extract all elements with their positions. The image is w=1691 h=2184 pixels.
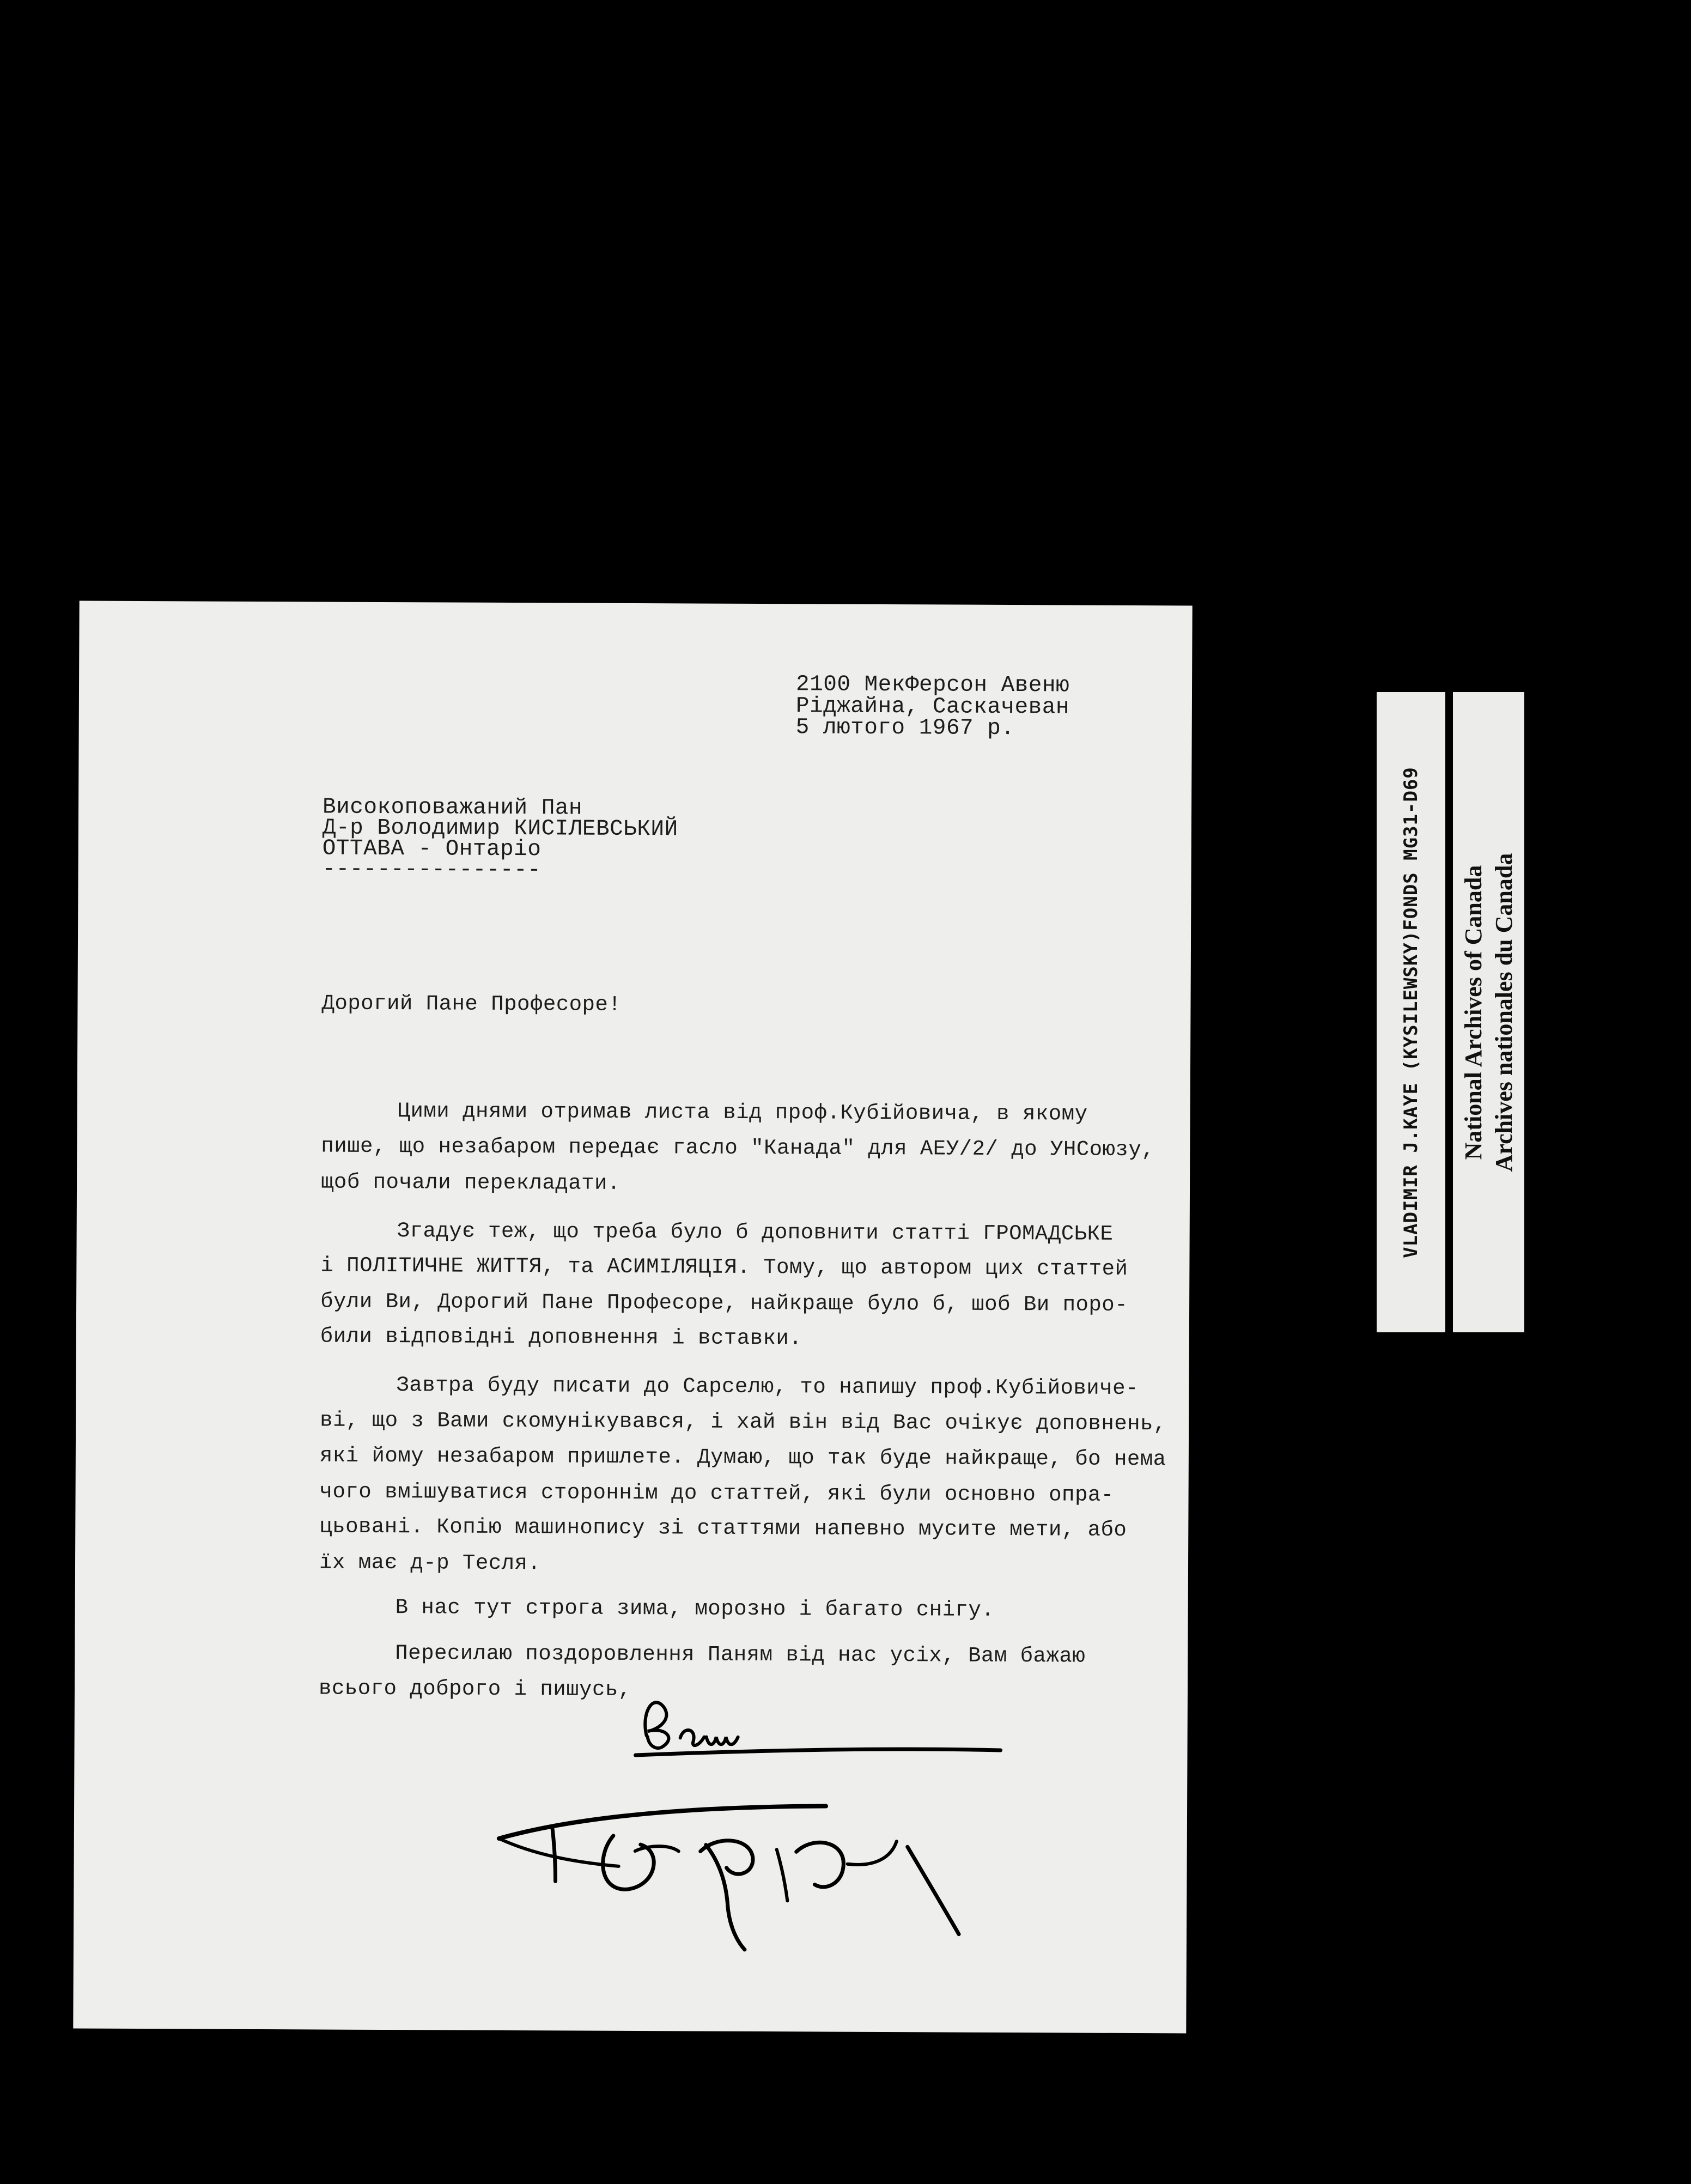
institution-french: Archives nationales du Canada [1490,853,1517,1172]
body-line: Пересилаю поздоровлення Паням від нас усіх, Вам бажаю [395,1641,1086,1669]
sender-address-line: 2100 МекФерсон Авеню [795,672,1070,699]
body-line: їх має д-р Тесля. [319,1550,541,1576]
sender-address-line: Ріджайна, Саскачеван [795,694,1070,720]
archive-fonds-tab [1377,692,1445,1332]
body-line: цьовані. Копію машинопису зі статтями напевно мусите мети, або [319,1514,1127,1542]
body-line: били відповідні доповнення і вставки. [320,1324,802,1351]
body-line: щоб почали перекладати. [320,1170,621,1196]
body-line: були Ви, Дорогий Пане Професоре, найкраще було б, шоб Ви поро- [320,1289,1128,1317]
recipient-underline: ---------------- [322,857,542,883]
letter-page [73,601,1192,2034]
recipient-line: Д-р Володимир КИСІЛЕВСЬКИЙ [322,815,678,842]
body-line: ві, що з Вами скомунікувався, і хай він від Вас очікує доповнень, [320,1408,1166,1436]
salutation: Дорогий Пане Професоре! [321,991,622,1017]
handwritten-signature [73,601,1192,2034]
body-line: Цими днями отримав листа від проф.Кубійовича, в якому [397,1099,1088,1126]
letter-date: 5 лютого 1967 р. [795,715,1015,742]
body-line: пише, що незабаром передає гасло "Канада" для АЕУ/2/ до УНСоюзу, [321,1134,1155,1162]
body-line: і ПОЛІТИЧНЕ ЖИТТЯ, та АСИМІЛЯЦІЯ. Тому, що автором цих статтей [320,1253,1128,1281]
body-line: Згадує теж, що треба було б доповнити статті ГРОМАДСЬКЕ [397,1219,1114,1246]
archive-institution-tab [1453,692,1524,1332]
body-line: всього доброго і пишусь, [318,1676,631,1702]
institution-english: National Archives of Canada [1459,865,1487,1160]
fonds-label: VLADIMIR J.KAYE (KYSILEWSKY)FONDS MG31-D69 [1400,766,1422,1258]
body-line: які йому незабаром пришлете. Думаю, що так буде найкраще, бо нема [319,1443,1166,1472]
body-line: чого вмішуватися стороннім до статтей, які були основно опра- [319,1479,1114,1507]
body-line: В нас тут строга зима, морозно і багато снігу. [395,1595,995,1622]
body-line: Завтра буду писати до Сарселю, то напишу проф.Кубійовиче- [396,1373,1139,1401]
institution-label [1458,853,1519,1172]
recipient-line: Високоповажаний Пан [322,794,583,821]
recipient-line: ОТТАВА - Онтаріо [322,836,542,863]
